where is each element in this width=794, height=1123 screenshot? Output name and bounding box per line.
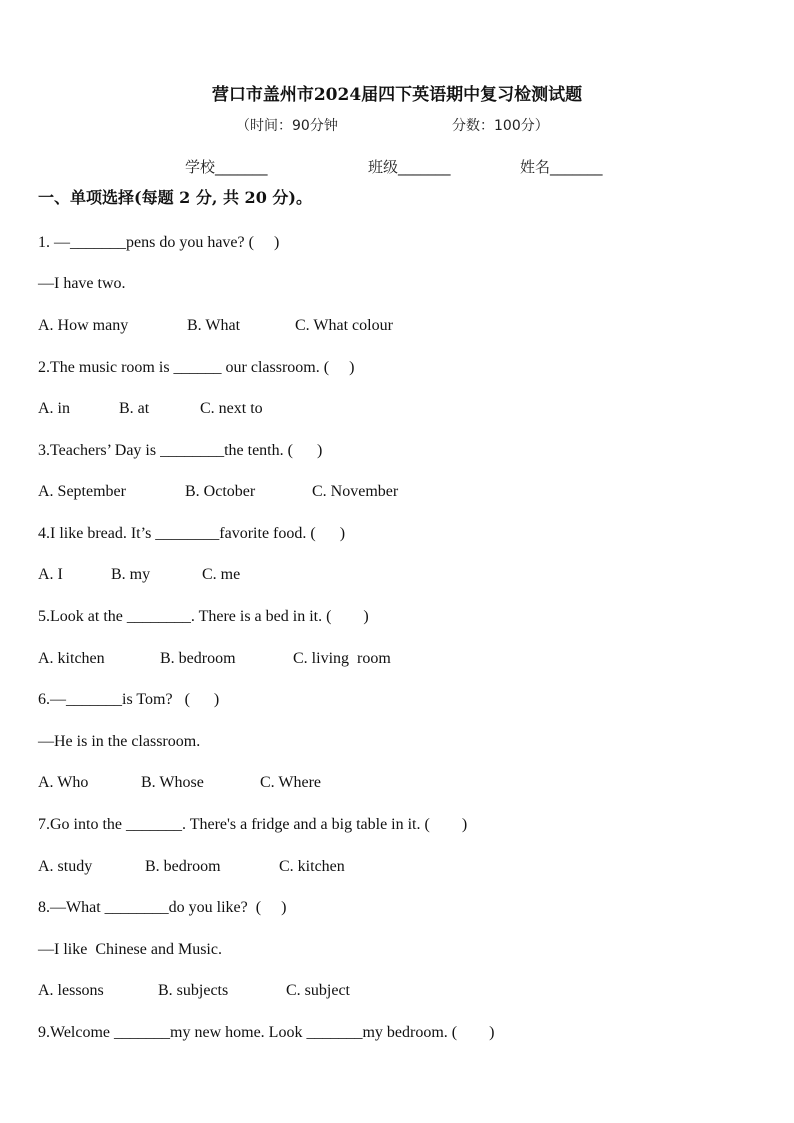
question-2-option-b[interactable]: B. at xyxy=(119,400,150,417)
page-title: 营口市盖州市2024届四下英语期中复习检测试题 xyxy=(211,85,583,105)
question-8-option-a[interactable]: A. lessons xyxy=(38,982,104,999)
question-3-option-b[interactable]: B. October xyxy=(185,483,256,500)
question-1-response: —I have two. xyxy=(38,275,126,292)
exam-time: （时间：90分钟 xyxy=(236,118,338,134)
question-8-option-c[interactable]: C. subject xyxy=(286,982,350,999)
question-3-option-a[interactable]: A. September xyxy=(38,483,126,500)
question-2-stem: 2.The music room is ______ our classroom. ( ) xyxy=(38,359,355,376)
school-field[interactable]: 学校_______ xyxy=(185,158,268,176)
question-2-option-a[interactable]: A. in xyxy=(38,400,70,417)
question-4-stem: 4.I like bread. It’s ________favorite food. ( ) xyxy=(38,525,346,542)
question-5-stem: 5.Look at the ________. There is a bed in it. ( ) xyxy=(38,608,369,625)
section-heading: 一、单项选择(每题 2 分, 共 20 分)。 xyxy=(38,188,312,207)
question-7-option-c[interactable]: C. kitchen xyxy=(279,858,345,875)
class-field[interactable]: 班级_______ xyxy=(368,158,451,176)
question-3-option-c[interactable]: C. November xyxy=(312,483,399,500)
question-4-option-b[interactable]: B. my xyxy=(111,566,151,583)
question-8-option-b[interactable]: B. subjects xyxy=(158,982,229,999)
name-field[interactable]: 姓名_______ xyxy=(520,158,603,176)
question-1-option-c[interactable]: C. What colour xyxy=(295,317,393,334)
question-4-option-a[interactable]: A. I xyxy=(38,566,63,583)
question-6-response: —He is in the classroom. xyxy=(38,733,201,750)
exam-score: 分数：100分） xyxy=(452,118,549,134)
question-8-stem: 8.—What ________do you like? ( ) xyxy=(38,899,287,916)
question-1-option-a[interactable]: A. How many xyxy=(38,317,129,334)
question-4-option-c[interactable]: C. me xyxy=(202,566,241,583)
question-1-stem: 1. —_______pens do you have? ( ) xyxy=(38,234,280,251)
question-3-stem: 3.Teachers’ Day is ________the tenth. ( ) xyxy=(38,442,323,459)
question-5-option-c[interactable]: C. living room xyxy=(293,650,391,667)
question-2-option-c[interactable]: C. next to xyxy=(200,400,263,417)
question-8-response: —I like Chinese and Music. xyxy=(38,941,222,958)
question-6-option-a[interactable]: A. Who xyxy=(38,774,89,791)
question-7-stem: 7.Go into the _______. There's a fridge and a big table in it. ( ) xyxy=(38,816,468,833)
question-6-option-b[interactable]: B. Whose xyxy=(141,774,204,791)
question-7-option-b[interactable]: B. bedroom xyxy=(145,858,221,875)
question-1-option-b[interactable]: B. What xyxy=(187,317,241,334)
question-9-stem: 9.Welcome _______my new home. Look _______my bedroom. ( ) xyxy=(38,1024,495,1041)
question-5-option-b[interactable]: B. bedroom xyxy=(160,650,236,667)
question-6-option-c[interactable]: C. Where xyxy=(260,774,322,791)
question-7-option-a[interactable]: A. study xyxy=(38,858,93,875)
question-5-option-a[interactable]: A. kitchen xyxy=(38,650,105,667)
question-6-stem: 6.—_______is Tom? ( ) xyxy=(38,691,220,708)
